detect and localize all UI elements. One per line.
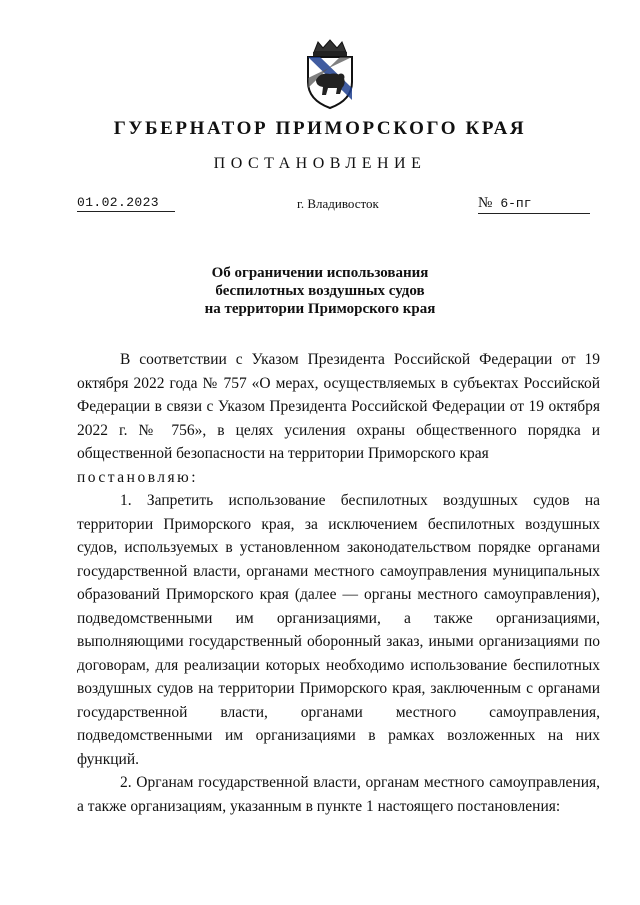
title-line: Об ограничении использования xyxy=(211,265,429,281)
document-type: ПОСТАНОВЛЕНИЕ xyxy=(213,155,427,172)
resolve-word xyxy=(77,466,600,490)
item-2-paragraph: 2. Органам государственной власти, органам местного самоуправления, а также организациям, указанным в пункте 1 настоящего постановления: xyxy=(77,774,600,815)
resolve-text: постановляю: xyxy=(77,468,199,486)
number-sign: № xyxy=(478,195,493,211)
issuing-authority: ГУБЕРНАТОР ПРИМОРСКОГО КРАЯ xyxy=(113,118,527,139)
number-value: 6-пг xyxy=(500,196,532,211)
document-body xyxy=(77,348,600,818)
coat-of-arms-icon xyxy=(300,38,360,110)
title-line: на территории Приморского края xyxy=(204,301,436,317)
document-date: 01.02.2023 xyxy=(77,195,175,212)
title-line: беспилотных воздушных судов xyxy=(215,283,425,299)
document-meta xyxy=(0,195,640,215)
document-title xyxy=(0,264,640,318)
item-1-paragraph: 1. Запретить использование беспилотных воздушных судов на территории Приморского края, за исключением беспилотных воздушных судов, используемых в установленном законодательством порядке органами государственной власти, органами местного самоуправления муниципальных образований Приморского края (далее — органы местного самоуправления), подведомственными им организациями, а также организациями, выполняющими государственный оборонный заказ, иными организациями по договорам, для реализации которых необходимо использование беспилотных воздушных судов на территории Приморского края, заключенным с органами государственной власти, органами местного самоуправления, подведомственными им организациями в рамках возложенных на них функций. xyxy=(77,492,600,768)
document-number xyxy=(478,194,590,214)
document-city: г. Владивосток xyxy=(297,196,379,211)
preamble-paragraph: В соответствии с Указом Президента Российской Федерации от 19 октября 2022 года № 757 «О мерах, осуществляемых в субъектах Российской Федерации в связи с Указом Президента Российской Федерации от 19 октября 2022 г. № 756», в целях усиления охраны общественного порядка и общественной безопасности на территории Приморского края xyxy=(77,351,600,462)
